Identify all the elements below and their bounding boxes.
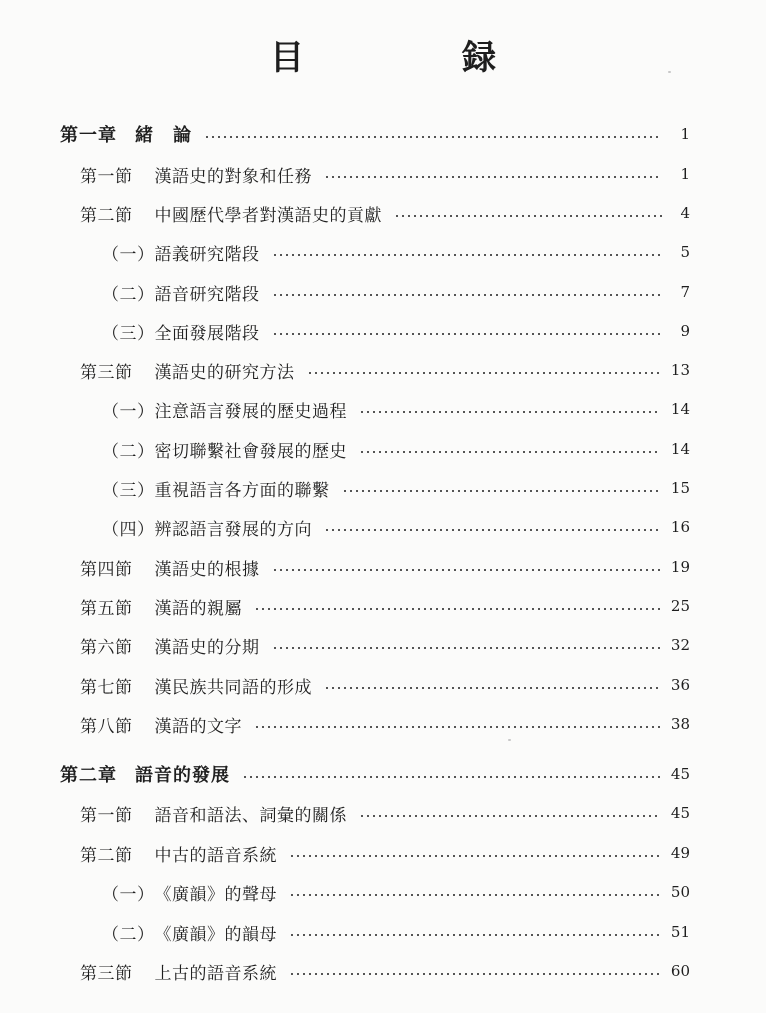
toc-section-entry <box>80 552 690 582</box>
page-number: 14 <box>670 400 690 418</box>
page-number: 7 <box>680 283 690 301</box>
page-title: 目 録 <box>270 38 558 78</box>
entry-label: （四） <box>102 519 155 540</box>
entry-title: 漢語史的分期 <box>154 637 260 658</box>
entry-label: （一） <box>102 401 155 422</box>
entry-label: 第八節 <box>80 716 133 737</box>
toc-section-entry <box>80 670 690 700</box>
entry-label: （一） <box>102 884 155 905</box>
entry-title: 中國歷代學者對漢語史的貢獻 <box>154 205 382 226</box>
page-number: 50 <box>670 883 690 901</box>
dot-leader <box>254 608 661 610</box>
entry-title: 全面發展階段 <box>154 323 260 344</box>
page-number: 13 <box>670 361 690 379</box>
toc-subsection-entry <box>102 917 690 947</box>
entry-label: 第一章 <box>60 125 117 146</box>
page-number: 60 <box>670 962 690 980</box>
toc-section-entry <box>80 355 690 385</box>
entry-label: 第五節 <box>80 598 133 619</box>
dot-leader <box>289 855 661 857</box>
entry-title: 漢語史的對象和任務 <box>154 166 312 187</box>
entry-title: 語音和語法、詞彙的關係 <box>154 805 347 826</box>
dot-leader <box>324 529 661 531</box>
dot-leader <box>394 215 662 217</box>
entry-label: 第二節 <box>80 205 133 226</box>
entry-label: 第一節 <box>80 166 133 187</box>
entry-label: 第二章 <box>60 765 117 786</box>
entry-title: 漢語的親屬 <box>154 598 242 619</box>
dot-leader <box>272 294 663 296</box>
dot-leader <box>272 569 661 571</box>
toc-subsection-entry <box>102 316 690 346</box>
entry-label: 第一節 <box>80 805 133 826</box>
dot-leader <box>324 176 662 178</box>
entry-label: 第三節 <box>80 362 133 383</box>
toc-chapter-entry <box>60 759 690 789</box>
toc-subsection-entry <box>102 512 690 542</box>
dot-leader <box>289 934 661 936</box>
entry-label: 第六節 <box>80 637 133 658</box>
dot-leader <box>272 647 661 649</box>
entry-title: 辨認語言發展的方向 <box>154 519 312 540</box>
scan-speck <box>668 71 671 73</box>
entry-title: 緒 論 <box>135 125 192 146</box>
dot-leader <box>242 776 661 778</box>
entry-title: 《廣韻》的聲母 <box>154 884 277 905</box>
entry-title: 漢語的文字 <box>154 716 242 737</box>
page-number: 16 <box>670 518 690 536</box>
toc-subsection-entry <box>102 434 690 464</box>
dot-leader <box>272 254 663 256</box>
toc-subsection-entry <box>102 877 690 907</box>
page-number: 38 <box>670 715 690 733</box>
entry-label: （一） <box>102 244 155 265</box>
toc-subsection-entry <box>102 277 690 307</box>
page-number: 1 <box>680 165 690 183</box>
page-number: 45 <box>670 765 690 783</box>
dot-leader <box>307 372 661 374</box>
entry-title: 密切聯繫社會發展的歷史 <box>154 441 347 462</box>
toc-subsection-entry <box>102 237 690 267</box>
toc-section-entry <box>80 838 690 868</box>
page-number: 5 <box>680 243 690 261</box>
toc-subsection-entry <box>102 394 690 424</box>
page-number: 32 <box>670 636 690 654</box>
entry-label: 第二節 <box>80 845 133 866</box>
toc-subsection-entry <box>102 473 690 503</box>
entry-label: 第四節 <box>80 559 133 580</box>
page-number: 15 <box>670 479 690 497</box>
page-number: 51 <box>670 923 690 941</box>
entry-title: 語音的發展 <box>135 765 230 786</box>
toc-section-entry <box>80 630 690 660</box>
toc-section-entry <box>80 591 690 621</box>
entry-label: 第七節 <box>80 677 133 698</box>
toc-section-entry <box>80 956 690 986</box>
dot-leader <box>359 411 661 413</box>
page-number: 49 <box>670 844 690 862</box>
entry-title: 上古的語音系統 <box>154 963 277 984</box>
dot-leader <box>359 815 661 817</box>
entry-title: 語義研究階段 <box>154 244 260 265</box>
entry-title: 注意語言發展的歷史過程 <box>154 401 347 422</box>
entry-title: 《廣韻》的韻母 <box>154 924 277 945</box>
entry-title: 漢語史的根據 <box>154 559 260 580</box>
entry-title: 中古的語音系統 <box>154 845 277 866</box>
entry-label: （二） <box>102 924 155 945</box>
entry-label: 第三節 <box>80 963 133 984</box>
entry-label: （二） <box>102 441 155 462</box>
page-number: 4 <box>680 204 690 222</box>
entry-label: （三） <box>102 480 155 501</box>
toc-section-entry <box>80 159 690 189</box>
dot-leader <box>204 136 662 138</box>
toc-section-entry <box>80 798 690 828</box>
entry-title: 重視語言各方面的聯繫 <box>154 480 330 501</box>
scan-speck <box>508 739 511 741</box>
page-number: 1 <box>680 125 690 143</box>
entry-title: 語音研究階段 <box>154 284 260 305</box>
dot-leader <box>342 490 661 492</box>
page-number: 45 <box>670 804 690 822</box>
toc-section-entry <box>80 709 690 739</box>
page-number: 19 <box>670 558 690 576</box>
page-number: 36 <box>670 676 690 694</box>
dot-leader <box>272 333 663 335</box>
page-number: 9 <box>680 322 690 340</box>
dot-leader <box>324 687 661 689</box>
dot-leader <box>254 726 661 728</box>
dot-leader <box>289 973 661 975</box>
dot-leader <box>359 451 661 453</box>
toc-section-entry <box>80 198 690 228</box>
dot-leader <box>289 894 661 896</box>
toc-chapter-entry <box>60 119 690 149</box>
page-number: 25 <box>670 597 690 615</box>
entry-label: （三） <box>102 323 155 344</box>
entry-title: 漢民族共同語的形成 <box>154 677 312 698</box>
page-number: 14 <box>670 440 690 458</box>
entry-title: 漢語史的研究方法 <box>154 362 295 383</box>
entry-label: （二） <box>102 284 155 305</box>
